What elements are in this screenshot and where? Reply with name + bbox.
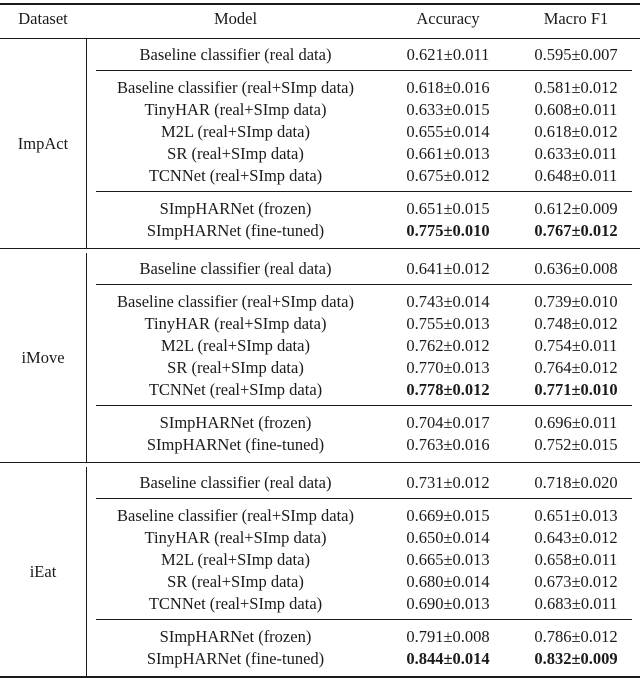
macro-f1-cell: 0.832±0.009	[534, 649, 618, 668]
block-rule	[96, 70, 632, 71]
accuracy-cell: 0.704±0.017	[406, 413, 490, 432]
macro-f1-cell: 0.754±0.011	[534, 336, 618, 355]
accuracy-cell: 0.650±0.014	[406, 528, 490, 547]
accuracy-cell: 0.651±0.015	[406, 199, 490, 218]
accuracy-cell: 0.633±0.015	[406, 100, 490, 119]
block-rule	[96, 405, 632, 406]
model-cell: M2L (real+SImp data)	[161, 336, 310, 355]
macro-f1-cell: 0.595±0.007	[534, 45, 618, 64]
model-cell: M2L (real+SImp data)	[161, 550, 310, 569]
header-rule	[0, 38, 640, 39]
block-rule	[96, 498, 632, 499]
macro-f1-cell: 0.786±0.012	[534, 627, 618, 646]
model-cell: SR (real+SImp data)	[167, 358, 304, 377]
macro-f1-cell: 0.748±0.012	[534, 314, 618, 333]
block-rule	[96, 191, 632, 192]
accuracy-cell: 0.675±0.012	[406, 166, 490, 185]
macro-f1-cell: 0.718±0.020	[534, 473, 618, 492]
dataset-label: ImpAct	[17, 133, 69, 153]
model-cell: SImpHARNet (frozen)	[159, 413, 312, 432]
group-rule	[0, 248, 640, 249]
macro-f1-cell: 0.673±0.012	[534, 572, 618, 591]
model-cell: Baseline classifier (real data)	[139, 473, 332, 492]
column-separator	[86, 39, 87, 248]
accuracy-cell: 0.665±0.013	[406, 550, 490, 569]
macro-f1-cell: 0.648±0.011	[534, 166, 618, 185]
model-cell: Baseline classifier (real data)	[139, 45, 332, 64]
model-cell: Baseline classifier (real data)	[139, 259, 332, 278]
model-cell: M2L (real+SImp data)	[161, 122, 310, 141]
model-cell: Baseline classifier (real+SImp data)	[116, 292, 354, 311]
macro-f1-cell: 0.771±0.010	[534, 380, 618, 399]
accuracy-cell: 0.778±0.012	[406, 380, 490, 399]
macro-f1-cell: 0.739±0.010	[534, 292, 618, 311]
macro-f1-cell: 0.752±0.015	[534, 435, 618, 454]
macro-f1-cell: 0.767±0.012	[534, 221, 618, 240]
macro-f1-cell: 0.636±0.008	[534, 259, 618, 278]
model-cell: TinyHAR (real+SImp data)	[144, 100, 327, 119]
group-rule	[0, 462, 640, 463]
header-dataset: Dataset	[18, 9, 68, 28]
dataset-label: iEat	[29, 561, 57, 581]
accuracy-cell: 0.641±0.012	[406, 259, 490, 278]
macro-f1-cell: 0.658±0.011	[534, 550, 618, 569]
model-cell: SImpHARNet (fine-tuned)	[146, 221, 325, 240]
accuracy-cell: 0.690±0.013	[406, 594, 490, 613]
model-cell: TinyHAR (real+SImp data)	[144, 314, 327, 333]
model-cell: SR (real+SImp data)	[167, 144, 304, 163]
column-separator	[86, 253, 87, 462]
header-macro-f1: Macro F1	[543, 9, 609, 28]
accuracy-cell: 0.680±0.014	[406, 572, 490, 591]
model-cell: TCNNet (real+SImp data)	[148, 380, 323, 399]
model-cell: SImpHARNet (fine-tuned)	[146, 649, 325, 668]
accuracy-cell: 0.618±0.016	[406, 78, 490, 97]
column-separator	[86, 467, 87, 676]
model-cell: Baseline classifier (real+SImp data)	[116, 78, 354, 97]
macro-f1-cell: 0.643±0.012	[534, 528, 618, 547]
accuracy-cell: 0.775±0.010	[406, 221, 490, 240]
macro-f1-cell: 0.618±0.012	[534, 122, 618, 141]
accuracy-cell: 0.762±0.012	[406, 336, 490, 355]
macro-f1-cell: 0.651±0.013	[534, 506, 618, 525]
model-cell: SImpHARNet (fine-tuned)	[146, 435, 325, 454]
accuracy-cell: 0.770±0.013	[406, 358, 490, 377]
macro-f1-cell: 0.696±0.011	[534, 413, 618, 432]
header-model: Model	[213, 9, 258, 28]
macro-f1-cell: 0.683±0.011	[534, 594, 618, 613]
model-cell: SImpHARNet (frozen)	[159, 199, 312, 218]
accuracy-cell: 0.731±0.012	[406, 473, 490, 492]
accuracy-cell: 0.669±0.015	[406, 506, 490, 525]
macro-f1-cell: 0.608±0.011	[534, 100, 618, 119]
accuracy-cell: 0.763±0.016	[406, 435, 490, 454]
dataset-label: iMove	[21, 347, 65, 367]
accuracy-cell: 0.755±0.013	[406, 314, 490, 333]
accuracy-cell: 0.661±0.013	[406, 144, 490, 163]
model-cell: TinyHAR (real+SImp data)	[144, 528, 327, 547]
macro-f1-cell: 0.581±0.012	[534, 78, 618, 97]
macro-f1-cell: 0.612±0.009	[534, 199, 618, 218]
block-rule	[96, 284, 632, 285]
top-rule	[0, 3, 640, 5]
block-rule	[96, 619, 632, 620]
model-cell: Baseline classifier (real+SImp data)	[116, 506, 354, 525]
model-cell: TCNNet (real+SImp data)	[148, 166, 323, 185]
accuracy-cell: 0.844±0.014	[406, 649, 490, 668]
bottom-rule	[0, 676, 640, 678]
header-accuracy: Accuracy	[416, 9, 480, 28]
model-cell: SR (real+SImp data)	[167, 572, 304, 591]
accuracy-cell: 0.743±0.014	[406, 292, 490, 311]
accuracy-cell: 0.791±0.008	[406, 627, 490, 646]
macro-f1-cell: 0.633±0.011	[534, 144, 618, 163]
model-cell: TCNNet (real+SImp data)	[148, 594, 323, 613]
macro-f1-cell: 0.764±0.012	[534, 358, 618, 377]
accuracy-cell: 0.621±0.011	[406, 45, 490, 64]
model-cell: SImpHARNet (frozen)	[159, 627, 312, 646]
accuracy-cell: 0.655±0.014	[406, 122, 490, 141]
